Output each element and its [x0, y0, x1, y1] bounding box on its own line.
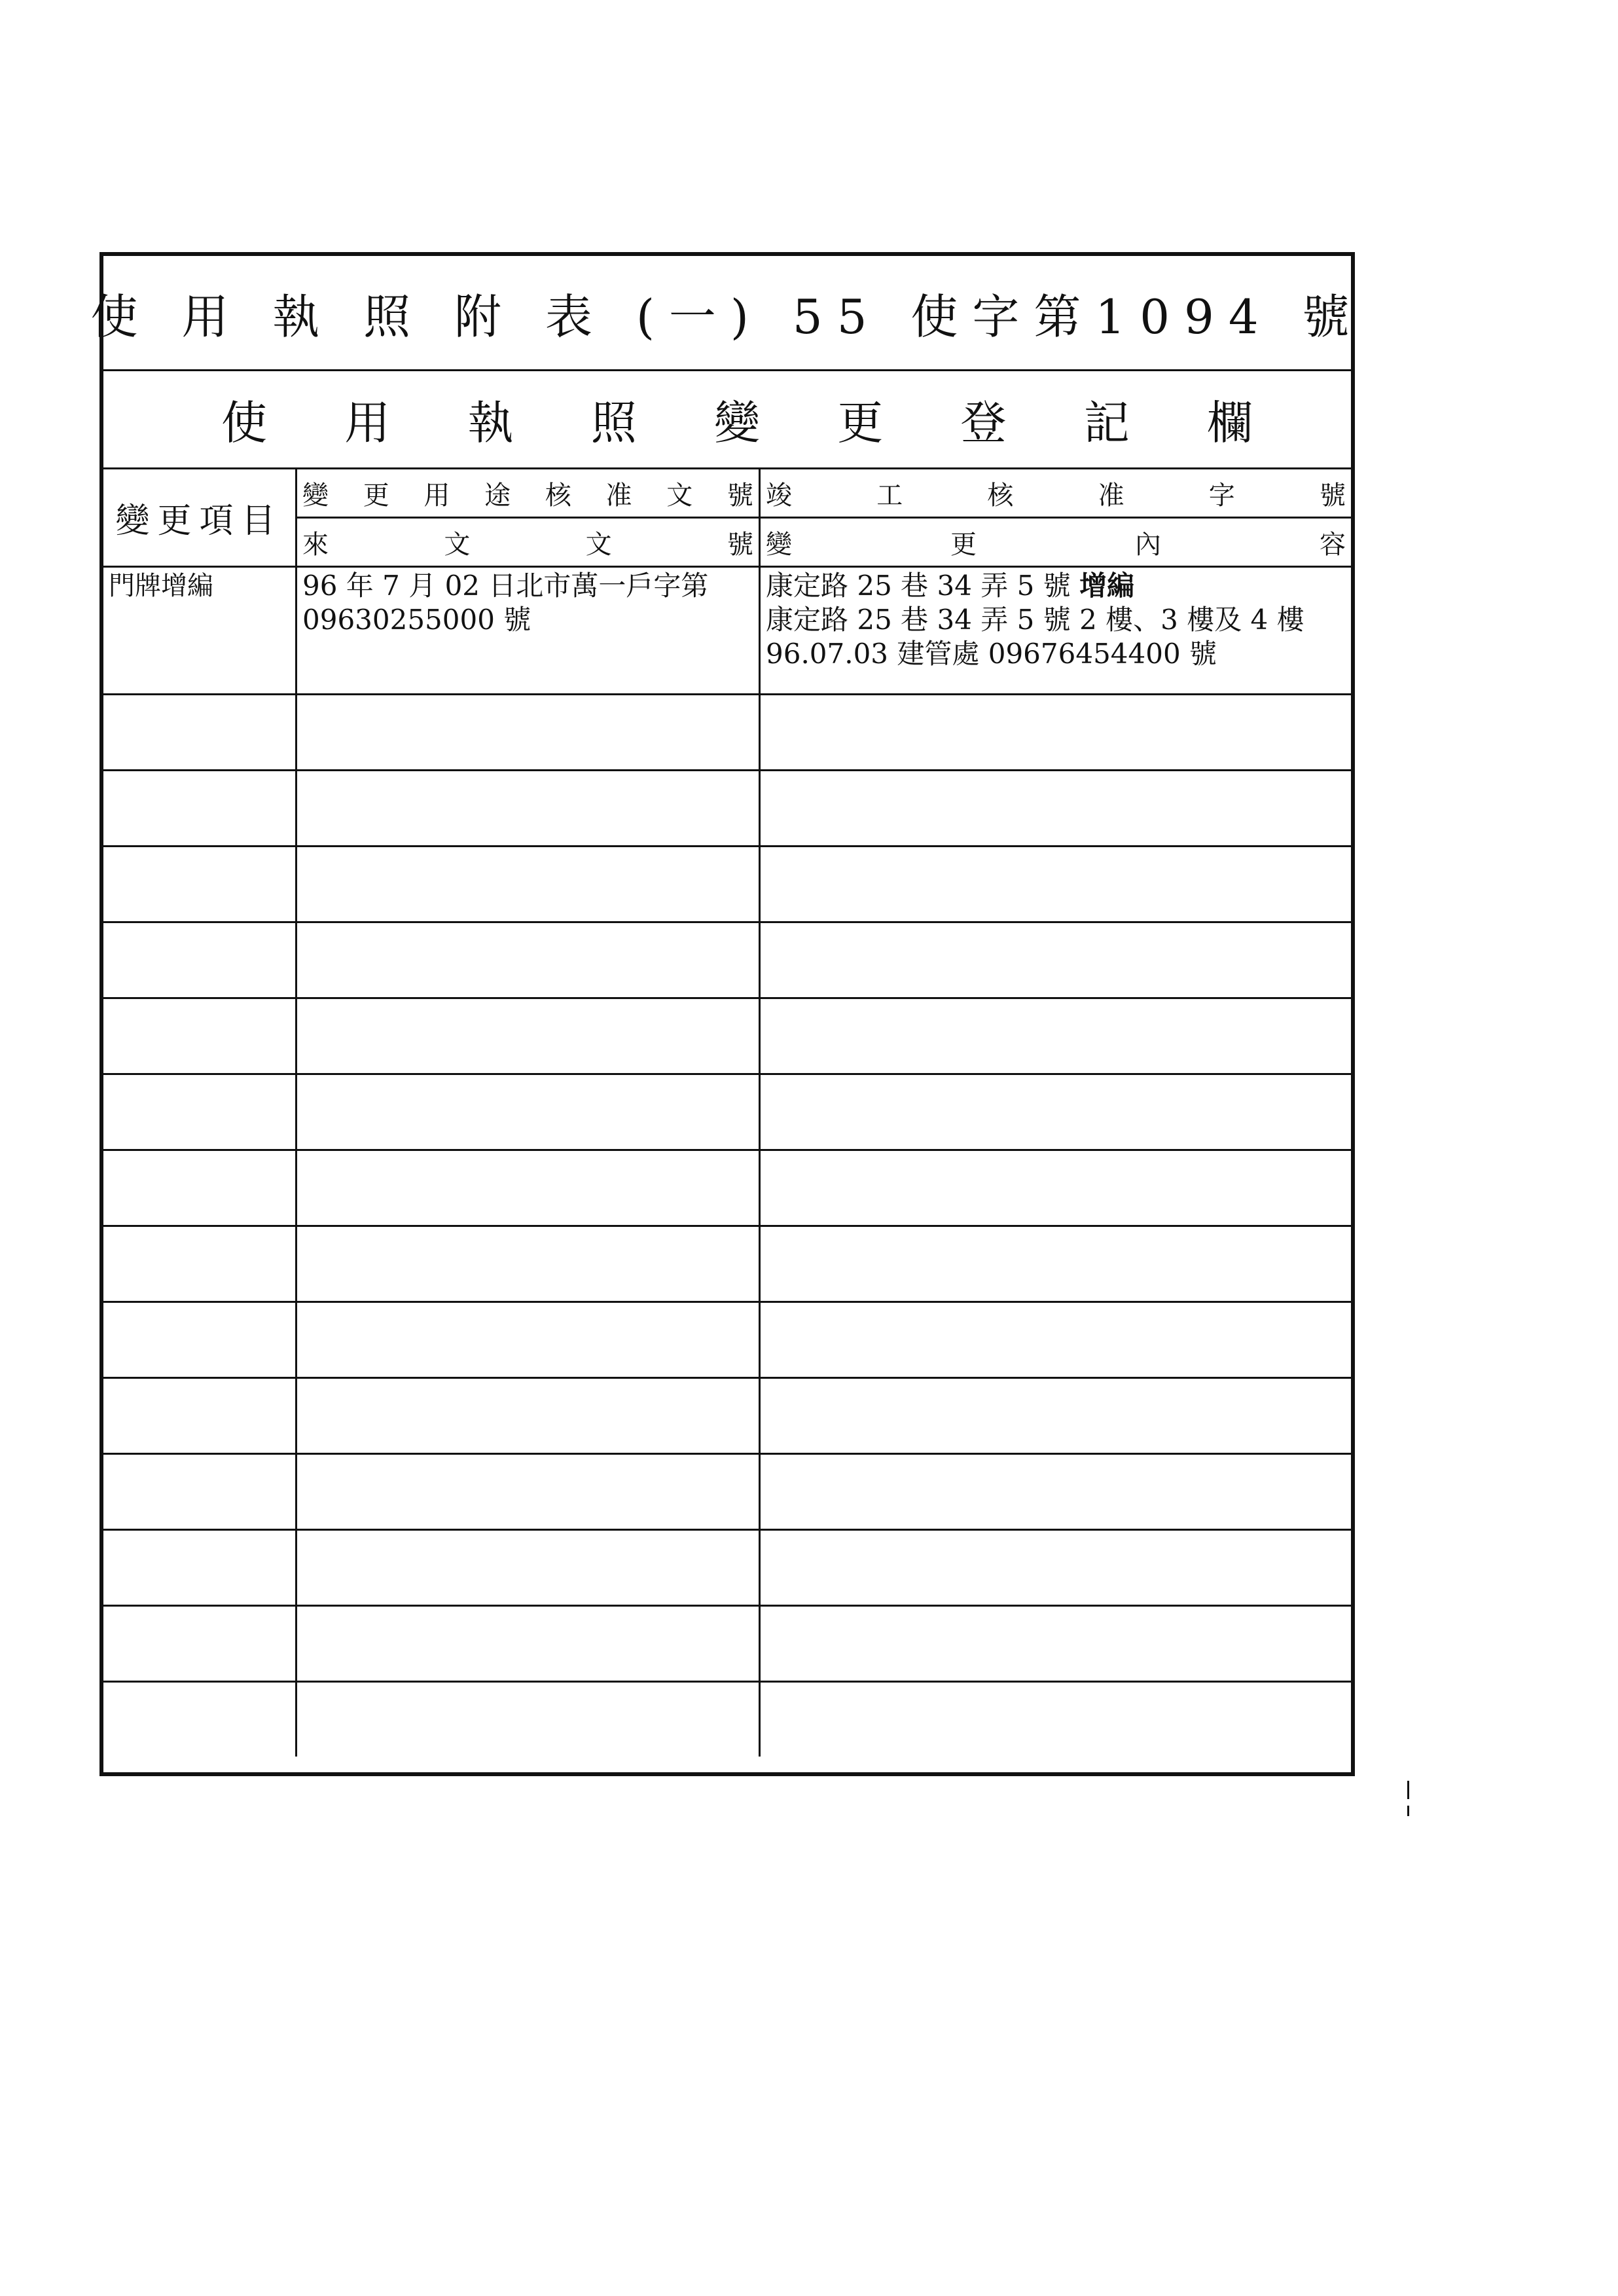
header-char: 更 — [363, 480, 389, 511]
registration-rows — [103, 568, 1351, 1757]
header-char: 核 — [545, 480, 571, 511]
header-char: 來 — [302, 529, 329, 560]
subtitle-char: 登 — [960, 396, 1007, 450]
title-row — [90, 256, 1364, 371]
empty-cell — [297, 1607, 761, 1681]
empty-cell — [297, 695, 761, 769]
subtitle-row — [103, 371, 1351, 469]
empty-cell — [297, 1683, 761, 1757]
table-row — [103, 695, 1351, 771]
empty-cell — [103, 1303, 297, 1377]
subtitle-char: 照 — [590, 396, 637, 450]
doc-number-line: 96 年 7 月 02 日北市萬一戶字第 — [302, 570, 709, 602]
empty-cell — [297, 771, 761, 845]
content-address: 康定路 25 巷 34 弄 5 號 — [766, 570, 1071, 602]
empty-cell — [761, 1683, 1351, 1757]
header-char: 字 — [1208, 480, 1235, 511]
empty-cell — [297, 1531, 761, 1605]
subtitle-char: 用 — [344, 396, 391, 450]
header-char: 變 — [766, 529, 792, 560]
empty-cell — [761, 1227, 1351, 1301]
change-content-cell — [761, 568, 1351, 693]
subtitle-char: 欄 — [1207, 396, 1253, 450]
header-char: 准 — [605, 480, 632, 511]
empty-cell — [761, 1455, 1351, 1529]
header-char: 內 — [1135, 529, 1161, 560]
doc-number-line: 09630255000 號 — [302, 604, 531, 636]
empty-cell — [103, 999, 297, 1073]
content-line: 康定路 25 巷 34 弄 5 號 2 樓、3 樓及 4 樓 — [766, 604, 1304, 636]
header-completion-approval-no — [761, 469, 1351, 519]
table-row — [103, 1683, 1351, 1757]
subtitle-char: 使 — [221, 396, 267, 450]
table-row — [103, 568, 1351, 695]
empty-cell — [297, 1151, 761, 1225]
empty-cell — [103, 1455, 297, 1529]
usage-license-appendix-form — [90, 252, 1364, 1776]
table-row — [103, 1303, 1351, 1379]
content-action: 增編 — [1079, 570, 1135, 602]
empty-cell — [761, 999, 1351, 1073]
empty-cell — [103, 771, 297, 845]
empty-cell — [103, 847, 297, 921]
empty-cell — [761, 1379, 1351, 1453]
empty-cell — [761, 847, 1351, 921]
header-change-item — [103, 469, 297, 568]
empty-cell — [103, 1227, 297, 1301]
empty-cell — [761, 1531, 1351, 1605]
empty-cell — [297, 1075, 761, 1149]
empty-cell — [761, 1075, 1351, 1149]
empty-cell — [297, 1303, 761, 1377]
content-line — [766, 569, 1346, 603]
subtitle-char: 記 — [1083, 396, 1130, 450]
table-row — [103, 999, 1351, 1075]
header-change-item-label: 變更項目 — [115, 501, 283, 541]
header-char: 途 — [484, 480, 511, 511]
subtitle-char: 變 — [714, 396, 760, 450]
empty-cell — [297, 1227, 761, 1301]
header-char: 文 — [585, 529, 612, 560]
empty-cell — [761, 1151, 1351, 1225]
subtitle-char: 更 — [837, 396, 884, 450]
empty-cell — [103, 1379, 297, 1453]
empty-cell — [297, 999, 761, 1073]
table-row — [103, 1379, 1351, 1455]
header-char: 號 — [727, 529, 753, 560]
content-line: 96.07.03 建管處 09676454400 號 — [766, 638, 1217, 670]
scan-margin-mark — [1407, 1781, 1409, 1799]
empty-cell — [761, 923, 1351, 997]
table-row — [103, 847, 1351, 923]
header-char: 核 — [987, 480, 1014, 511]
subtitle-char: 執 — [467, 396, 514, 450]
empty-cell — [297, 1455, 761, 1529]
empty-cell — [761, 771, 1351, 845]
header-char: 容 — [1320, 529, 1346, 560]
table-row — [103, 1607, 1351, 1683]
header-char: 文 — [666, 480, 693, 511]
scan-margin-mark — [1407, 1806, 1409, 1816]
form-title: 使 用 執 照 附 表 (一) 55 使字第1094 號 — [90, 289, 1364, 344]
header-char: 變 — [302, 480, 329, 511]
header-char: 准 — [1098, 480, 1124, 511]
table-row — [103, 923, 1351, 999]
header-usage-approval-doc-no — [297, 469, 761, 519]
change-item-cell — [103, 568, 297, 693]
empty-cell — [103, 1531, 297, 1605]
table-row — [103, 1531, 1351, 1607]
empty-cell — [103, 1151, 297, 1225]
empty-cell — [761, 695, 1351, 769]
doc-number-cell — [297, 568, 761, 693]
empty-cell — [103, 1075, 297, 1149]
empty-cell — [297, 923, 761, 997]
empty-cell — [103, 923, 297, 997]
table-row — [103, 1151, 1351, 1227]
header-char: 竣 — [766, 480, 792, 511]
empty-cell — [761, 1607, 1351, 1681]
header-change-content — [761, 519, 1351, 568]
header-incoming-doc-no — [297, 519, 761, 568]
table-row — [103, 771, 1351, 847]
table-row — [103, 1075, 1351, 1151]
change-item-text: 門牌增編 — [109, 571, 213, 601]
empty-cell — [103, 1683, 297, 1757]
empty-cell — [297, 847, 761, 921]
header-char: 號 — [727, 480, 753, 511]
table-row — [103, 1227, 1351, 1303]
header-char: 用 — [423, 480, 450, 511]
empty-cell — [761, 1303, 1351, 1377]
empty-cell — [297, 1379, 761, 1453]
empty-cell — [103, 1607, 297, 1681]
header-char: 文 — [444, 529, 471, 560]
table-row — [103, 1455, 1351, 1531]
header-char: 更 — [950, 529, 977, 560]
empty-cell — [103, 695, 297, 769]
header-char: 號 — [1319, 480, 1346, 511]
header-char: 工 — [876, 480, 903, 511]
